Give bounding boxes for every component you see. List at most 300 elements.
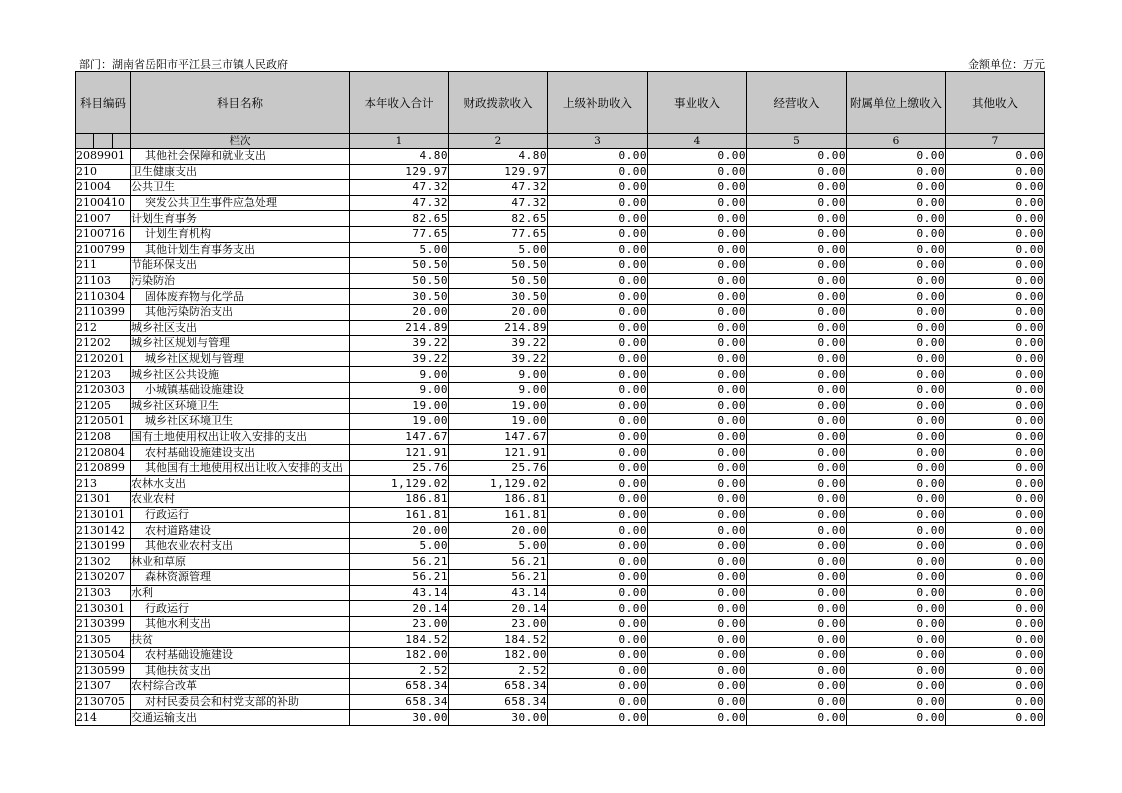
amount-cell: 0.00 xyxy=(847,429,946,445)
subject-code-cell: 2130504 xyxy=(76,648,131,664)
amount-cell: 0.00 xyxy=(648,226,747,242)
amount-cell: 0.00 xyxy=(747,367,847,383)
subject-code-cell: 21103 xyxy=(76,273,131,289)
amount-cell: 0.00 xyxy=(847,351,946,367)
amount-cell: 0.00 xyxy=(648,211,747,227)
amount-cell: 0.00 xyxy=(548,242,648,258)
amount-cell: 9.00 xyxy=(449,367,548,383)
amount-cell: 4.80 xyxy=(350,149,449,165)
amount-cell: 0.00 xyxy=(747,460,847,476)
subject-name-cell: 其他农业农村支出 xyxy=(131,538,350,554)
amount-cell: 0.00 xyxy=(847,382,946,398)
index-number: 3 xyxy=(548,134,648,149)
amount-cell: 0.00 xyxy=(847,195,946,211)
amount-cell: 0.00 xyxy=(747,242,847,258)
amount-cell: 39.22 xyxy=(449,351,548,367)
subject-code-cell: 2110304 xyxy=(76,289,131,305)
amount-cell: 0.00 xyxy=(548,601,648,617)
amount-cell: 0.00 xyxy=(747,320,847,336)
subject-name-cell: 城乡社区支出 xyxy=(131,320,350,336)
amount-cell: 0.00 xyxy=(747,710,847,726)
amount-cell: 0.00 xyxy=(548,320,648,336)
table-row xyxy=(76,460,1045,476)
amount-cell: 0.00 xyxy=(946,663,1045,679)
amount-cell: 0.00 xyxy=(847,648,946,664)
amount-cell: 0.00 xyxy=(946,351,1045,367)
table-row xyxy=(76,523,1045,539)
table-row xyxy=(76,336,1045,352)
amount-cell: 0.00 xyxy=(747,632,847,648)
amount-cell: 20.00 xyxy=(350,304,449,320)
amount-cell: 0.00 xyxy=(648,351,747,367)
subject-name-cell: 固体废弃物与化学品 xyxy=(131,289,350,305)
amount-cell: 121.91 xyxy=(350,445,449,461)
amount-cell: 0.00 xyxy=(747,679,847,695)
index-number: 7 xyxy=(946,134,1045,149)
subject-code-cell: 2100799 xyxy=(76,242,131,258)
amount-cell: 0.00 xyxy=(847,164,946,180)
amount-cell: 0.00 xyxy=(648,180,747,196)
amount-cell: 0.00 xyxy=(548,367,648,383)
amount-cell: 0.00 xyxy=(946,554,1045,570)
amount-cell: 0.00 xyxy=(847,367,946,383)
amount-cell: 0.00 xyxy=(548,554,648,570)
amount-cell: 0.00 xyxy=(847,616,946,632)
subject-name-cell: 农村基础设施建设支出 xyxy=(131,445,350,461)
subject-name-cell: 交通运输支出 xyxy=(131,710,350,726)
amount-cell: 0.00 xyxy=(847,632,946,648)
table-row xyxy=(76,195,1045,211)
amount-cell: 0.00 xyxy=(847,226,946,242)
amount-cell: 0.00 xyxy=(548,616,648,632)
amount-cell: 9.00 xyxy=(449,382,548,398)
amount-cell: 0.00 xyxy=(747,382,847,398)
subject-code-cell: 2100716 xyxy=(76,226,131,242)
amount-cell: 0.00 xyxy=(747,398,847,414)
amount-cell: 0.00 xyxy=(946,164,1045,180)
amount-cell: 0.00 xyxy=(946,710,1045,726)
amount-cell: 0.00 xyxy=(946,382,1045,398)
amount-cell: 50.50 xyxy=(350,273,449,289)
amount-cell: 47.32 xyxy=(350,180,449,196)
amount-cell: 0.00 xyxy=(747,648,847,664)
table-row xyxy=(76,226,1045,242)
subject-code-cell: 2130301 xyxy=(76,601,131,617)
amount-cell: 2.52 xyxy=(449,663,548,679)
amount-cell: 0.00 xyxy=(548,226,648,242)
amount-cell: 0.00 xyxy=(548,570,648,586)
table-row xyxy=(76,320,1045,336)
amount-cell: 0.00 xyxy=(548,476,648,492)
amount-cell: 214.89 xyxy=(350,320,449,336)
amount-cell: 147.67 xyxy=(350,429,449,445)
subject-code-cell: 2120201 xyxy=(76,351,131,367)
amount-cell: 0.00 xyxy=(548,211,648,227)
subject-name-cell: 计划生育机构 xyxy=(131,226,350,242)
amount-cell: 0.00 xyxy=(548,492,648,508)
amount-cell: 1,129.02 xyxy=(350,476,449,492)
amount-cell: 0.00 xyxy=(648,616,747,632)
amount-cell: 0.00 xyxy=(548,336,648,352)
amount-cell: 0.00 xyxy=(648,648,747,664)
amount-cell: 0.00 xyxy=(648,663,747,679)
table-row xyxy=(76,445,1045,461)
amount-cell: 0.00 xyxy=(648,367,747,383)
amount-cell: 186.81 xyxy=(449,492,548,508)
subject-name-cell: 城乡社区规划与管理 xyxy=(131,351,350,367)
amount-cell: 77.65 xyxy=(350,226,449,242)
amount-cell: 0.00 xyxy=(648,320,747,336)
amount-cell: 4.80 xyxy=(449,149,548,165)
table-row xyxy=(76,414,1045,430)
subject-code-cell: 2130399 xyxy=(76,616,131,632)
amount-cell: 0.00 xyxy=(648,632,747,648)
amount-cell: 0.00 xyxy=(747,429,847,445)
subject-name-cell: 其他水利支出 xyxy=(131,616,350,632)
amount-cell: 0.00 xyxy=(648,273,747,289)
index-number: 6 xyxy=(847,134,946,149)
amount-cell: 0.00 xyxy=(548,460,648,476)
amount-cell: 0.00 xyxy=(946,304,1045,320)
amount-cell: 0.00 xyxy=(548,538,648,554)
amount-cell: 0.00 xyxy=(747,476,847,492)
column-header-other: 其他收入 xyxy=(946,72,1045,134)
amount-cell: 56.21 xyxy=(449,570,548,586)
amount-cell: 161.81 xyxy=(350,507,449,523)
amount-cell: 0.00 xyxy=(847,523,946,539)
subject-code-cell: 21004 xyxy=(76,180,131,196)
amount-cell: 0.00 xyxy=(548,694,648,710)
table-row xyxy=(76,492,1045,508)
amount-cell: 0.00 xyxy=(946,694,1045,710)
amount-cell: 0.00 xyxy=(847,663,946,679)
department-label: 部门：湖南省岳阳市平江县三市镇人民政府 xyxy=(79,58,288,71)
amount-cell: 0.00 xyxy=(548,180,648,196)
amount-cell: 0.00 xyxy=(648,304,747,320)
subject-name-cell: 其他社会保障和就业支出 xyxy=(131,149,350,165)
subject-code-cell: 2130705 xyxy=(76,694,131,710)
amount-cell: 0.00 xyxy=(847,445,946,461)
subject-name-cell: 行政运行 xyxy=(131,507,350,523)
amount-cell: 0.00 xyxy=(648,694,747,710)
amount-cell: 0.00 xyxy=(946,429,1045,445)
amount-cell: 0.00 xyxy=(548,445,648,461)
amount-cell: 25.76 xyxy=(449,460,548,476)
amount-cell: 47.32 xyxy=(449,180,548,196)
column-header-name: 科目名称 xyxy=(131,72,350,134)
table-row xyxy=(76,570,1045,586)
table-row xyxy=(76,289,1045,305)
amount-cell: 0.00 xyxy=(747,273,847,289)
subject-name-cell: 小城镇基础设施建设 xyxy=(131,382,350,398)
amount-cell: 184.52 xyxy=(350,632,449,648)
amount-cell: 0.00 xyxy=(946,242,1045,258)
amount-cell: 0.00 xyxy=(747,304,847,320)
subject-code-cell: 213 xyxy=(76,476,131,492)
amount-cell: 50.50 xyxy=(449,273,548,289)
amount-cell: 0.00 xyxy=(847,304,946,320)
index-number: 1 xyxy=(350,134,449,149)
amount-cell: 19.00 xyxy=(449,414,548,430)
subject-code-cell: 21305 xyxy=(76,632,131,648)
table-row xyxy=(76,616,1045,632)
amount-cell: 0.00 xyxy=(847,414,946,430)
amount-cell: 0.00 xyxy=(648,507,747,523)
amount-cell: 0.00 xyxy=(548,632,648,648)
amount-cell: 82.65 xyxy=(350,211,449,227)
amount-cell: 77.65 xyxy=(449,226,548,242)
amount-cell: 50.50 xyxy=(449,258,548,274)
amount-cell: 0.00 xyxy=(747,554,847,570)
amount-cell: 0.00 xyxy=(847,289,946,305)
amount-cell: 0.00 xyxy=(847,149,946,165)
amount-cell: 39.22 xyxy=(350,336,449,352)
amount-cell: 0.00 xyxy=(648,445,747,461)
subject-name-cell: 其他计划生育事务支出 xyxy=(131,242,350,258)
amount-cell: 0.00 xyxy=(946,523,1045,539)
table-row xyxy=(76,304,1045,320)
amount-cell: 0.00 xyxy=(548,149,648,165)
amount-cell: 0.00 xyxy=(548,507,648,523)
subject-code-cell: 2120501 xyxy=(76,414,131,430)
amount-cell: 0.00 xyxy=(847,476,946,492)
subject-name-cell: 国有土地使用权出让收入安排的支出 xyxy=(131,429,350,445)
amount-cell: 19.00 xyxy=(350,414,449,430)
subject-name-cell: 突发公共卫生事件应急处理 xyxy=(131,195,350,211)
amount-cell: 39.22 xyxy=(449,336,548,352)
amount-cell: 0.00 xyxy=(548,648,648,664)
subject-code-cell: 210 xyxy=(76,164,131,180)
amount-cell: 0.00 xyxy=(946,320,1045,336)
amount-cell: 0.00 xyxy=(847,507,946,523)
amount-cell: 0.00 xyxy=(648,601,747,617)
amount-cell: 0.00 xyxy=(548,663,648,679)
subject-code-cell: 21208 xyxy=(76,429,131,445)
amount-cell: 0.00 xyxy=(847,570,946,586)
subject-code-cell: 21301 xyxy=(76,492,131,508)
amount-cell: 184.52 xyxy=(449,632,548,648)
amount-cell: 0.00 xyxy=(946,570,1045,586)
amount-cell: 0.00 xyxy=(847,601,946,617)
subject-code-cell: 2120804 xyxy=(76,445,131,461)
amount-cell: 0.00 xyxy=(747,585,847,601)
amount-cell: 0.00 xyxy=(847,336,946,352)
amount-cell: 0.00 xyxy=(648,382,747,398)
amount-cell: 0.00 xyxy=(648,554,747,570)
amount-cell: 0.00 xyxy=(946,226,1045,242)
amount-cell: 0.00 xyxy=(847,242,946,258)
subject-name-cell: 行政运行 xyxy=(131,601,350,617)
amount-cell: 0.00 xyxy=(747,351,847,367)
index-code-cell xyxy=(76,134,131,149)
amount-cell: 0.00 xyxy=(548,523,648,539)
subject-name-cell: 城乡社区环境卫生 xyxy=(131,398,350,414)
amount-cell: 0.00 xyxy=(648,710,747,726)
amount-cell: 30.50 xyxy=(449,289,548,305)
amount-cell: 0.00 xyxy=(747,616,847,632)
amount-cell: 0.00 xyxy=(847,710,946,726)
table-row xyxy=(76,648,1045,664)
amount-cell: 43.14 xyxy=(449,585,548,601)
amount-cell: 121.91 xyxy=(449,445,548,461)
subject-code-cell: 2120303 xyxy=(76,382,131,398)
amount-cell: 47.32 xyxy=(449,195,548,211)
subject-name-cell: 农村基础设施建设 xyxy=(131,648,350,664)
amount-cell: 25.76 xyxy=(350,460,449,476)
amount-cell: 0.00 xyxy=(847,460,946,476)
amount-cell: 30.50 xyxy=(350,289,449,305)
amount-cell: 0.00 xyxy=(648,336,747,352)
amount-cell: 658.34 xyxy=(449,679,548,695)
amount-cell: 2.52 xyxy=(350,663,449,679)
amount-cell: 0.00 xyxy=(847,180,946,196)
column-header-affiliated: 附属单位上缴收入 xyxy=(847,72,946,134)
amount-cell: 0.00 xyxy=(747,289,847,305)
subject-code-cell: 2130207 xyxy=(76,570,131,586)
amount-cell: 1,129.02 xyxy=(449,476,548,492)
index-label: 栏次 xyxy=(131,134,350,149)
subject-name-cell: 水利 xyxy=(131,585,350,601)
amount-cell: 658.34 xyxy=(449,694,548,710)
column-header-superior-subsidy: 上级补助收入 xyxy=(548,72,648,134)
subject-name-cell: 污染防治 xyxy=(131,273,350,289)
amount-cell: 186.81 xyxy=(350,492,449,508)
subject-name-cell: 计划生育事务 xyxy=(131,211,350,227)
column-header-code: 科目编码 xyxy=(76,72,131,134)
amount-cell: 0.00 xyxy=(747,492,847,508)
income-budget-table xyxy=(75,71,1045,726)
column-index-row xyxy=(76,134,1045,149)
amount-cell: 56.21 xyxy=(350,570,449,586)
amount-cell: 0.00 xyxy=(747,226,847,242)
amount-cell: 23.00 xyxy=(350,616,449,632)
amount-cell: 0.00 xyxy=(847,492,946,508)
amount-cell: 0.00 xyxy=(946,211,1045,227)
subject-name-cell: 农村道路建设 xyxy=(131,523,350,539)
amount-cell: 0.00 xyxy=(847,273,946,289)
amount-cell: 0.00 xyxy=(946,398,1045,414)
table-row xyxy=(76,273,1045,289)
amount-cell: 658.34 xyxy=(350,679,449,695)
amount-cell: 0.00 xyxy=(548,351,648,367)
amount-cell: 0.00 xyxy=(946,538,1045,554)
amount-cell: 9.00 xyxy=(350,367,449,383)
amount-cell: 161.81 xyxy=(449,507,548,523)
subject-name-cell: 城乡社区公共设施 xyxy=(131,367,350,383)
subject-code-cell: 2130599 xyxy=(76,663,131,679)
amount-cell: 20.14 xyxy=(350,601,449,617)
amount-cell: 20.14 xyxy=(449,601,548,617)
subject-code-cell: 2110399 xyxy=(76,304,131,320)
amount-cell: 0.00 xyxy=(747,507,847,523)
subject-name-cell: 农村综合改革 xyxy=(131,679,350,695)
amount-cell: 0.00 xyxy=(747,538,847,554)
table-row xyxy=(76,367,1045,383)
index-number: 5 xyxy=(747,134,847,149)
subject-code-cell: 2120899 xyxy=(76,460,131,476)
amount-cell: 0.00 xyxy=(548,258,648,274)
amount-cell: 0.00 xyxy=(648,414,747,430)
amount-cell: 5.00 xyxy=(350,242,449,258)
table-row xyxy=(76,164,1045,180)
index-number: 2 xyxy=(449,134,548,149)
amount-cell: 182.00 xyxy=(449,648,548,664)
subject-code-cell: 21302 xyxy=(76,554,131,570)
amount-cell: 0.00 xyxy=(946,336,1045,352)
amount-cell: 0.00 xyxy=(548,273,648,289)
subject-code-cell: 21303 xyxy=(76,585,131,601)
subject-name-cell: 卫生健康支出 xyxy=(131,164,350,180)
amount-cell: 0.00 xyxy=(747,149,847,165)
amount-cell: 0.00 xyxy=(747,336,847,352)
amount-cell: 0.00 xyxy=(648,398,747,414)
amount-cell: 9.00 xyxy=(350,382,449,398)
amount-cell: 0.00 xyxy=(648,460,747,476)
amount-cell: 20.00 xyxy=(449,523,548,539)
amount-cell: 129.97 xyxy=(449,164,548,180)
amount-cell: 0.00 xyxy=(946,258,1045,274)
amount-cell: 0.00 xyxy=(946,585,1045,601)
table-row xyxy=(76,538,1045,554)
amount-cell: 0.00 xyxy=(847,398,946,414)
amount-cell: 30.00 xyxy=(449,710,548,726)
subject-name-cell: 扶贫 xyxy=(131,632,350,648)
table-row xyxy=(76,429,1045,445)
amount-cell: 39.22 xyxy=(350,351,449,367)
amount-cell: 30.00 xyxy=(350,710,449,726)
table-row xyxy=(76,601,1045,617)
subject-code-cell: 2130142 xyxy=(76,523,131,539)
amount-cell: 20.00 xyxy=(350,523,449,539)
amount-cell: 0.00 xyxy=(648,242,747,258)
table-header xyxy=(76,72,1045,134)
subject-code-cell: 21203 xyxy=(76,367,131,383)
table-row xyxy=(76,211,1045,227)
amount-cell: 20.00 xyxy=(449,304,548,320)
subject-code-cell: 211 xyxy=(76,258,131,274)
subject-name-cell: 其他国有土地使用权出让收入安排的支出 xyxy=(131,460,350,476)
amount-cell: 0.00 xyxy=(648,523,747,539)
amount-cell: 0.00 xyxy=(648,149,747,165)
table-row xyxy=(76,476,1045,492)
amount-cell: 0.00 xyxy=(946,273,1045,289)
index-number: 4 xyxy=(648,134,747,149)
table-row xyxy=(76,679,1045,695)
amount-cell: 0.00 xyxy=(946,632,1045,648)
amount-cell: 0.00 xyxy=(946,414,1045,430)
subject-code-cell: 21202 xyxy=(76,336,131,352)
amount-cell: 0.00 xyxy=(847,679,946,695)
amount-cell: 658.34 xyxy=(350,694,449,710)
amount-cell: 19.00 xyxy=(449,398,548,414)
amount-cell: 0.00 xyxy=(847,258,946,274)
amount-cell: 0.00 xyxy=(548,585,648,601)
amount-cell: 0.00 xyxy=(946,460,1045,476)
amount-cell: 0.00 xyxy=(648,429,747,445)
amount-cell: 0.00 xyxy=(747,570,847,586)
subject-code-cell: 214 xyxy=(76,710,131,726)
amount-cell: 0.00 xyxy=(747,601,847,617)
subject-name-cell: 对村民委员会和村党支部的补助 xyxy=(131,694,350,710)
amount-cell: 0.00 xyxy=(548,710,648,726)
unit-label: 金额单位：万元 xyxy=(968,58,1045,71)
amount-cell: 0.00 xyxy=(648,538,747,554)
amount-cell: 0.00 xyxy=(548,195,648,211)
subject-name-cell: 农林水支出 xyxy=(131,476,350,492)
amount-cell: 0.00 xyxy=(946,367,1045,383)
table-row xyxy=(76,710,1045,726)
amount-cell: 0.00 xyxy=(946,476,1045,492)
